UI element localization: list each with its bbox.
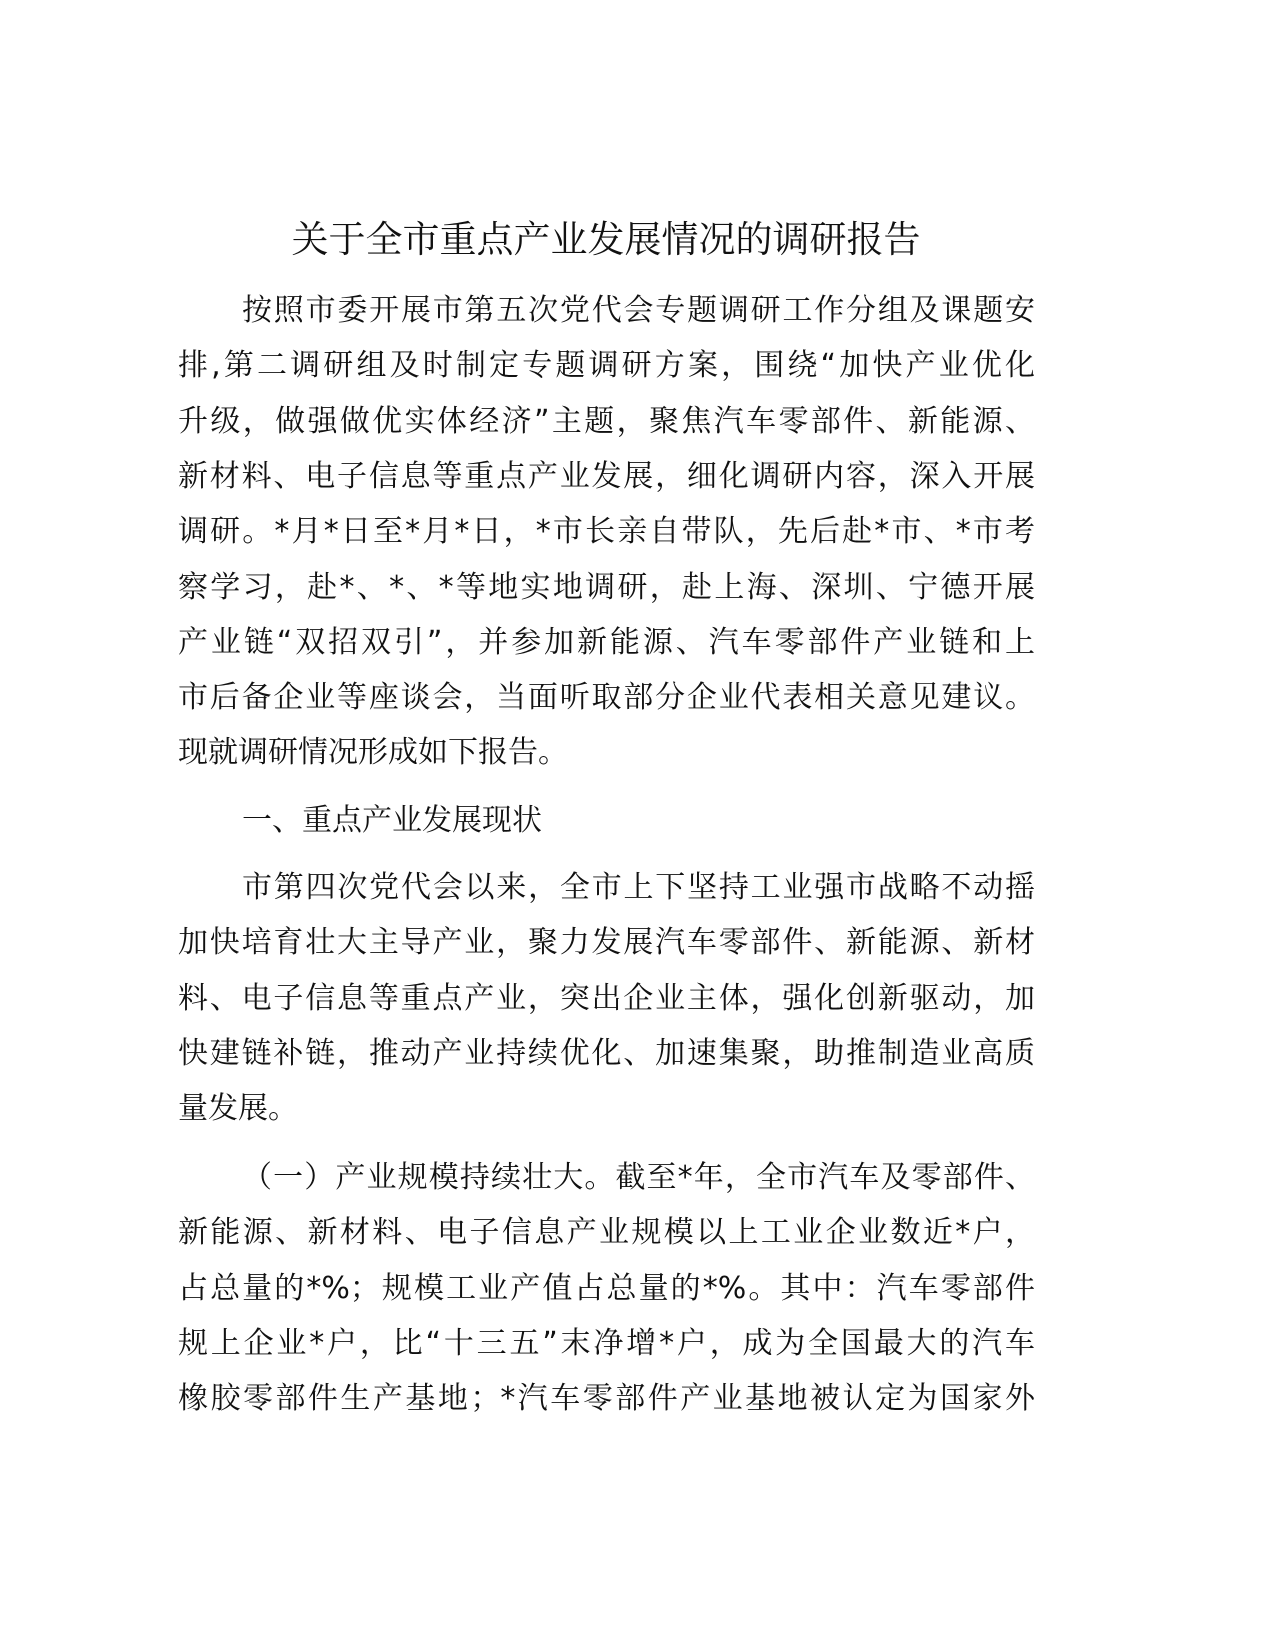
paragraph-line: 产业链“双招双引”，并参加新能源、汽车零部件产业链和上 (178, 624, 1035, 660)
paragraph-line: 察学习，赴*、*、*等地实地调研，赴上海、深圳、宁德开展 (178, 569, 1035, 605)
paragraph-line: 现就调研情况形成如下报告。 (178, 735, 568, 771)
paragraph-line: 占总量的*%；规模工业产值占总量的*%。其中：汽车零部件 (178, 1270, 1035, 1306)
paragraph-line: 规上企业*户，比“十三五”末净增*户，成为全国最大的汽车 (178, 1325, 1035, 1361)
paragraph-line: 新材料、电子信息等重点产业发展，细化调研内容，深入开展 (178, 458, 1035, 494)
document-title: 关于全市重点产业发展情况的调研报告 (291, 218, 921, 261)
paragraph-line: 市第四次党代会以来，全市上下坚持工业强市战略不动摇 (242, 870, 1035, 905)
paragraph-line: 新能源、新材料、电子信息产业规模以上工业企业数近*户， (178, 1215, 1035, 1251)
paragraph-line: （一）产业规模持续壮大。截至*年，全市汽车及零部件、 (242, 1160, 1035, 1195)
paragraph-line: 调研。*月*日至*月*日，*市长亲自带队，先后赴*市、*市考 (178, 514, 1035, 550)
paragraph-line: 升级，做强做优实体经济”主题，聚焦汽车零部件、新能源、 (178, 403, 1035, 439)
paragraph-line: 按照市委开展市第五次党代会专题调研工作分组及课题安 (242, 293, 1035, 328)
paragraph-line: 快建链补链，推动产业持续优化、加速集聚，助推制造业高质 (178, 1035, 1035, 1071)
paragraph-line: 加快培育壮大主导产业，聚力发展汽车零部件、新能源、新材 (178, 925, 1035, 961)
section-heading: 一、重点产业发展现状 (242, 803, 542, 838)
paragraph-line: 料、电子信息等重点产业，突出企业主体，强化创新驱动，加 (178, 980, 1035, 1016)
paragraph-line: 橡胶零部件生产基地；*汽车零部件产业基地被认定为国家外 (178, 1381, 1035, 1417)
paragraph-line: 量发展。 (178, 1091, 298, 1127)
paragraph-line: 排,第二调研组及时制定专题调研方案，围绕“加快产业优化 (178, 348, 1035, 384)
paragraph-line: 市后备企业等座谈会，当面听取部分企业代表相关意见建议。 (178, 680, 1035, 716)
